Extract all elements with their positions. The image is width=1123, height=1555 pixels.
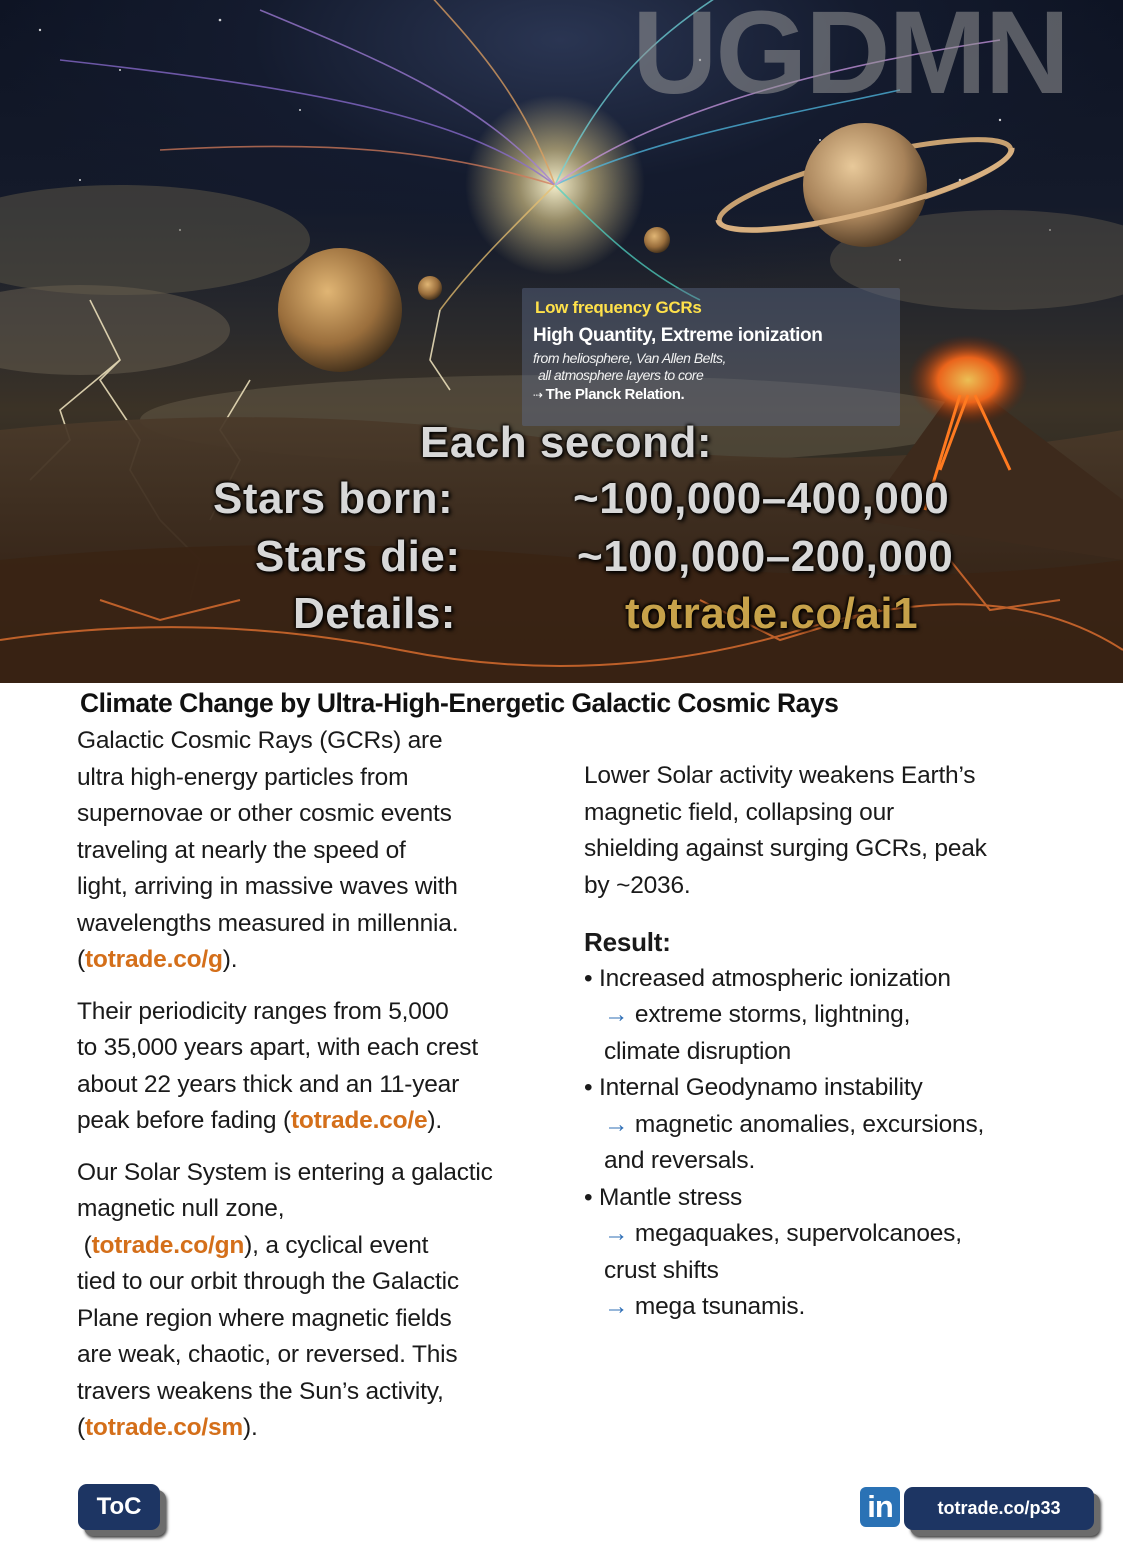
moon-small: [418, 276, 442, 300]
paragraph-solar: Lower Solar activity weakens Earth’s magnetic field, collapsing our shielding against surging GCRs, peak by ~2036.: [584, 762, 987, 899]
paragraph-2: Their periodicity ranges from 5,000 to 35,000 years apart, with each crest about 22 years thick and an 11-year peak before fading (totrade.co/e).: [77, 997, 478, 1134]
gcr-line-2: all atmosphere layers to core: [538, 367, 704, 383]
gcr-title: Low frequency GCRs: [535, 298, 702, 317]
arrow-right-icon: ⇢: [533, 388, 546, 402]
bullet-ionization: • Increased atmospheric ionization: [584, 964, 951, 992]
ugdmn-watermark: UGDMN: [632, 0, 1068, 119]
result-heading: Result:: [584, 927, 671, 957]
bullet-geodynamo: • Internal Geodynamo instability: [584, 1074, 923, 1101]
right-column: [584, 758, 1064, 1326]
toc-button[interactable]: ToC: [78, 1484, 160, 1530]
paragraph-1: Galactic Cosmic Rays (GCRs) are ultra high-energy particles from supernovae or other cosmic events traveling at nearly the speed of light, arriving in massive waves with wavelengths measured in millennia. (totrade.co/g).: [77, 727, 459, 973]
bullet-ionization-effect: → extreme storms, lightning, climate disruption: [604, 1001, 911, 1065]
stars-born-label: Stars born:: [213, 474, 454, 523]
arrow-right-icon: →: [604, 1220, 629, 1247]
paragraph-3: Our Solar System is entering a galactic magnetic null zone, (totrade.co/gn), a cyclical event tied to our orbit through the Galactic Plane region where magnetic fields are weak, chaotic, or reversed. This travers weakens the Sun’s activity, (totrade.co/sm).: [77, 1158, 493, 1441]
link-periodicity[interactable]: totrade.co/e: [290, 1107, 428, 1134]
bullet-geodynamo-effect: → magnetic anomalies, excursions, and reversals.: [604, 1110, 985, 1174]
details-link[interactable]: totrade.co/ai1: [625, 589, 919, 638]
arrow-right-icon: →: [604, 1001, 629, 1028]
stars-die-label: Stars die:: [255, 532, 461, 581]
gcr-subtitle: High Quantity, Extreme ionization: [533, 325, 823, 346]
stats-heading: Each second:: [420, 418, 713, 467]
arrow-right-icon: →: [604, 1110, 629, 1138]
result-list: [584, 961, 1064, 1326]
gcr-line-3: ⇢ The Planck Relation.: [533, 386, 685, 403]
bullet-mantle: • Mantle stress: [584, 1183, 743, 1211]
planet-left: [278, 248, 402, 372]
hero-illustration: [0, 0, 1123, 683]
moon-right: [644, 227, 670, 253]
link-gcr[interactable]: totrade.co/g: [84, 946, 223, 973]
arrow-right-icon: →: [604, 1293, 629, 1320]
article-headline: Climate Change by Ultra-High-Energetic Galactic Cosmic Rays: [80, 688, 839, 718]
left-column: [77, 723, 567, 1447]
page-link-button[interactable]: totrade.co/p33: [904, 1487, 1094, 1530]
gcr-line-1: from heliosphere, Van Allen Belts,: [533, 350, 726, 366]
linkedin-icon[interactable]: in: [860, 1487, 900, 1527]
link-null-zone[interactable]: totrade.co/gn: [91, 1231, 245, 1259]
stars-die-value: ~100,000–200,000: [577, 532, 954, 581]
bullet-mantle-effect: → megaquakes, supervolcanoes, crust shifts → mega tsunamis.: [604, 1220, 962, 1320]
details-label: Details:: [293, 589, 456, 638]
link-solar-minimum[interactable]: totrade.co/sm: [84, 1414, 244, 1441]
stars-born-value: ~100,000–400,000: [573, 474, 950, 523]
